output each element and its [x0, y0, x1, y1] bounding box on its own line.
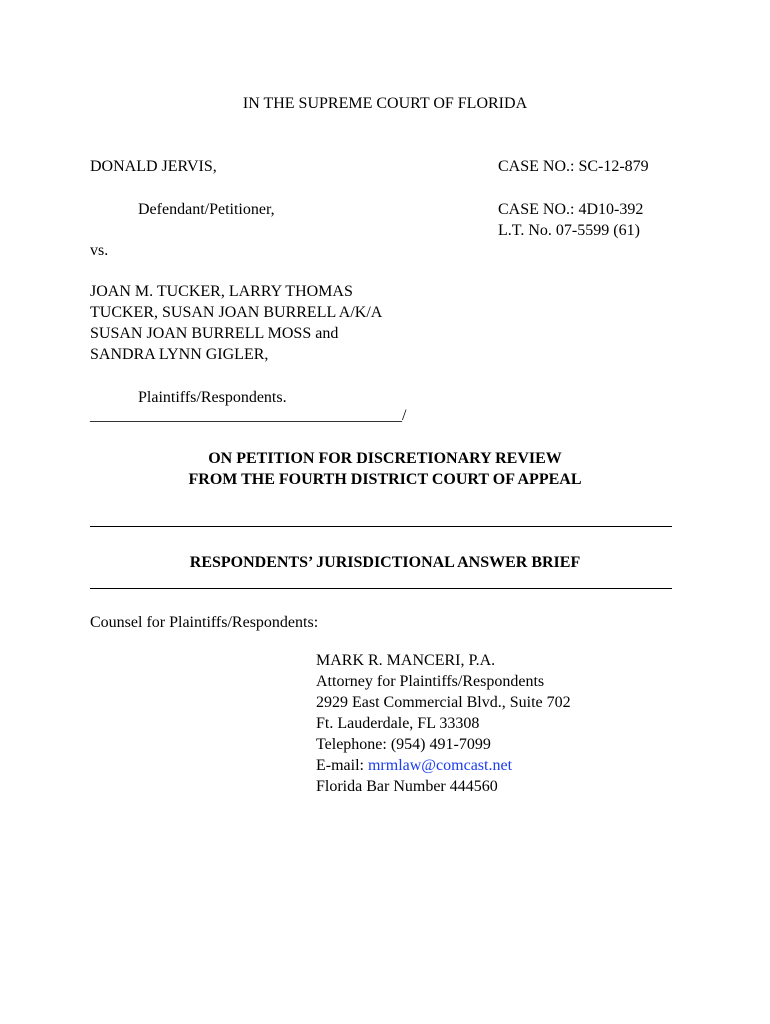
petitioner-role: Defendant/Petitioner,	[138, 201, 275, 218]
section-divider	[90, 588, 672, 589]
respondent-name-line: SUSAN JOAN BURRELL MOSS and	[90, 325, 339, 342]
brief-title: RESPONDENTS’ JURISDICTIONAL ANSWER BRIEF	[189, 554, 581, 571]
petition-title-line: ON PETITION FOR DISCRETIONARY REVIEW	[208, 450, 562, 467]
counsel-label: Counsel for Plaintiffs/Respondents:	[90, 614, 319, 631]
petition-title-line: FROM THE FOURTH DISTRICT COURT OF APPEAL	[188, 471, 582, 488]
counsel-email-line	[316, 755, 512, 776]
district-case-number: CASE NO.: 4D10-392	[498, 201, 644, 218]
counsel-name: MARK R. MANCERI, P.A.	[316, 652, 496, 669]
versus-label: vs.	[90, 242, 109, 259]
counsel-address-line: 2929 East Commercial Blvd., Suite 702	[316, 694, 571, 711]
court-heading: IN THE SUPREME COURT OF FLORIDA	[242, 95, 528, 112]
counsel-city-line: Ft. Lauderdale, FL 33308	[316, 715, 480, 732]
respondent-name-line: SANDRA LYNN GIGLER,	[90, 346, 269, 363]
counsel-title: Attorney for Plaintiffs/Respondents	[316, 673, 545, 690]
lower-tribunal-number: L.T. No. 07-5599 (61)	[498, 222, 640, 239]
counsel-telephone: Telephone: (954) 491-7099	[316, 736, 491, 753]
petitioner-name: DONALD JERVIS,	[90, 158, 217, 175]
counsel-bar-number: Florida Bar Number 444560	[316, 778, 498, 795]
respondent-name-line: JOAN M. TUCKER, LARRY THOMAS	[90, 283, 353, 300]
supreme-case-number: CASE NO.: SC-12-879	[498, 158, 649, 175]
respondent-name-line: TUCKER, SUSAN JOAN BURRELL A/K/A	[90, 304, 383, 321]
caption-underline: _______________________________________/	[90, 407, 407, 424]
section-divider	[90, 526, 672, 527]
respondent-role: Plaintiffs/Respondents.	[138, 389, 287, 406]
email-link[interactable]: mrmlaw@comcast.net	[367, 757, 513, 774]
email-label: E-mail:	[316, 757, 368, 774]
